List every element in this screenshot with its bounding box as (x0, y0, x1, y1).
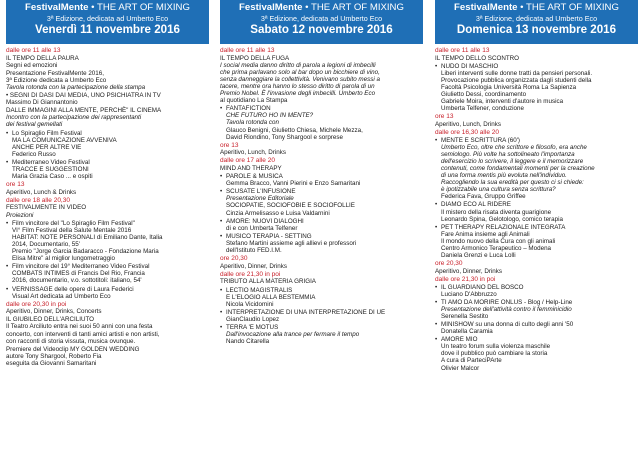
event-line: • AMORE MIO (441, 336, 478, 344)
day-header (6, 0, 209, 44)
event-block (6, 204, 209, 218)
event-line: Aperitivo, Lunch, Drinks (220, 149, 287, 157)
event-italic-line: semiologo. Più volte ha sottolineato l'importanza (441, 150, 575, 158)
event-line: GianClaudio Lopez (226, 315, 280, 323)
event-line: • NUDO DI MASCHIO (441, 62, 499, 70)
festival-brand: FestivalMente (25, 2, 89, 13)
time-slot: dalle ore 11 alle 13 (220, 47, 275, 54)
time-slot: dalle ore 16,30 alle 20 (435, 129, 499, 137)
event-block (6, 55, 209, 69)
event-line: • Film vincitore del 19° Mediterraneo Video Festival (12, 263, 150, 271)
event-line: al quotidiano La Stampa (220, 97, 288, 105)
event-line: • DIAMO ECO AL RIDERE (441, 201, 511, 209)
event-line: IL GIUBILEO DELL'ARCILIUTO (6, 316, 95, 324)
event-line: Centro Armonico Terapeutico – Modena (441, 245, 552, 253)
header-title (222, 2, 421, 14)
festival-brand: FestivalMente (239, 2, 303, 13)
event-line: IL TEMPO DELLA FUGA (220, 54, 290, 62)
event-line: • VERNISSAGE delle opere di Laura Federici (12, 285, 134, 293)
time-slot: dalle ore 11 alle 13 (6, 47, 61, 54)
event-line: con racconti di storia vissuta, musica ovunque. (6, 337, 136, 345)
event-line: • PAROLE & MUSICA (226, 173, 283, 181)
festival-brand: FestivalMente (454, 2, 518, 13)
event-line: • MINISHOW su una donna di culto degli anni '50 (441, 320, 574, 328)
event-italic-line: è ipotizzabile una cultura senza scrittura? (441, 186, 556, 194)
event-italic-line: Presentazione dell'attività contro il femminicidio (441, 305, 572, 313)
event-line: Un teatro forum sulla violenza maschile (441, 343, 551, 351)
time-slot: ore 13 (220, 141, 239, 149)
event-line: Nicola Vicidomini (226, 300, 274, 308)
time-slot: dalle ore 17 alle 20 (220, 157, 275, 165)
event-line: Visual Art dedicata ad Umberto Eco (12, 292, 111, 300)
event-italic-line: dell'esercizio lo scrivere, il leggere e il memorizzare (441, 157, 584, 165)
event-italic-line: tacere, mentre ora hanno lo stesso diritto di parola di un (220, 82, 375, 90)
event-line: Leonardo Spina, Gelotologo, comico terapia (441, 215, 563, 223)
time-slot: dalle ore 18 alle 20,30 (6, 196, 70, 204)
time-slot: dalle ore 21,30 in poi (220, 270, 281, 278)
day-title: Venerdì 11 novembre 2016 (34, 23, 180, 36)
event-block (435, 55, 638, 62)
event-line: eseguita da Giovanni Samaritani (6, 359, 97, 367)
event-line: FESTIVALMENTE IN VIDEO (6, 204, 87, 212)
event-italic-line: Incontro con la partecipazione dei rappresentanti (6, 114, 142, 122)
event-line: • TERRA 'E MOTUS (226, 323, 279, 331)
day-column-friday (6, 0, 209, 453)
event-line: E L'ELOGIO ALLA BESTEMMIA (226, 293, 316, 301)
event-bullet (435, 299, 638, 320)
event-line: Maria Grazia Caso ... e ospiti (12, 173, 93, 181)
event-line: IL TEMPO DELLA PAURA (6, 54, 79, 62)
event-bullet (6, 263, 209, 284)
event-line: dove il pubblico può cambiare la storia (441, 350, 548, 358)
event-bullet (220, 218, 423, 232)
day-column-saturday (220, 0, 423, 453)
event-line: • IL GUARDIANO DEL BOSCO (441, 283, 524, 291)
day-header (435, 0, 638, 44)
event-line: • SEGNI DI DASI DAI MEDIA, UNO PSICHIATRA IN TV (6, 92, 161, 100)
event-line: MA LA COMUNICAZIONE AVVENIVA (12, 136, 117, 144)
event-italic-line: Premio Nobel. È l'invasione degli imbecilli. Umberto Eco (220, 90, 376, 98)
time-slot: ore 13 (6, 181, 25, 189)
time-slot: dalle ore 21,30 in poi (435, 275, 496, 283)
time-slot: ore 13 (435, 113, 454, 121)
event-bullet (435, 336, 638, 371)
event-line: COMBATS INTIMES di Francis Del Rio, Francia (12, 270, 145, 278)
event-bullet (435, 321, 638, 335)
event-block (6, 107, 209, 128)
event-bullet (220, 309, 423, 323)
event-italic-line: Dall'invocazione alla trance per fermare il tempo (226, 331, 360, 339)
schedule-body (435, 44, 638, 372)
schedule-body (6, 44, 209, 367)
event-bullet (220, 188, 423, 216)
event-bullet (6, 130, 209, 158)
event-block (6, 70, 209, 91)
event-line: • SCUSATE L'INFUSIONE (226, 188, 296, 196)
event-line: Presentazione FestivalMente 2016, (6, 69, 104, 77)
event-italic-line: Proiezioni (6, 211, 34, 219)
event-bullet (435, 224, 638, 259)
event-line: Aperitivo, Lunch, Drinks (435, 120, 502, 128)
event-italic-line: Umberto Eco, oltre che scrittore e filosofo, era anche (441, 143, 587, 151)
event-block (220, 55, 423, 105)
event-bullet (220, 173, 423, 187)
schedule-body (220, 44, 423, 345)
event-line: Umberta Telfener, conduzione (441, 105, 524, 113)
event-italic-line: che prima parlavano solo al bar dopo un bicchiere di vino, (220, 68, 380, 76)
event-block (435, 121, 638, 128)
event-line: Il Teatro Arciliuto entra nei suoi 50 anni con una festa (6, 323, 153, 331)
event-bullet (6, 220, 209, 263)
event-bullet (6, 159, 209, 180)
event-line: Luciano D'Abbruzzo (441, 290, 497, 298)
event-line: Gabriele Moira, interventi d'autore in musica (441, 98, 564, 106)
event-line: 3ª Edizione dedicata a Umberto Eco (6, 76, 107, 84)
event-line: • Mediterraneo Video Festival (12, 158, 90, 166)
event-italic-line: senza danneggiare la collettività. Venivano subito messi a (220, 75, 380, 83)
event-bullet (435, 284, 638, 298)
event-line: dell'Istituto FED.I.M. (226, 247, 282, 255)
time-slot: ore 20,30 (220, 255, 248, 263)
event-line: Daniela Grenzi e Luca Lolli (441, 252, 516, 260)
event-block (6, 346, 209, 367)
event-line: • AMORE: NUOVI DIALOGHI (226, 217, 304, 225)
event-line: Elisa Mitre" al miglior lungometraggio (12, 255, 115, 263)
edition-line: 3ª Edizione, dedicata ad Umberto Eco (475, 14, 598, 23)
event-bullet (435, 137, 638, 201)
event-line: Glauco Benigni, Giulietto Chiesa, Michele Mezza, (226, 126, 363, 134)
event-line: Il mistero della risata diventa guarigione (441, 208, 552, 216)
event-line: Aperitivo, Lunch & Drinks (6, 188, 77, 196)
event-line: • PET THERAPY RELAZIONALE INTEGRATA (441, 223, 566, 231)
event-line: Fare Anima insieme agli Animali (441, 230, 530, 238)
event-line: concerto, con interventi di tanti amici artisti e non artisti, (6, 330, 160, 338)
event-italic-line: Raccogliendo la sua eredità per questo ci si chiede: (441, 179, 584, 187)
day-title: Sabato 12 novembre 2016 (250, 23, 393, 36)
event-line: Provocazione pubblica organizzata dagli studenti della (441, 76, 592, 84)
edition-line: 3ª Edizione, dedicata ad Umberto Eco (260, 14, 383, 23)
event-line: David Riondino, Tony Shargool e sorprese (226, 133, 343, 141)
header-title (437, 2, 636, 14)
event-line: di e con Umberta Telfener (226, 224, 298, 232)
event-line: Massimo Di Giannantonio (6, 99, 78, 107)
event-block (220, 149, 423, 156)
event-italic-line: contenuti, come fondamentali momenti per la creazione (441, 165, 595, 172)
day-title: Domenica 13 novembre 2016 (456, 23, 617, 36)
event-line: • MUSICO TERAPIA - SETTING (226, 232, 312, 240)
day-column-sunday (435, 0, 638, 453)
edition-line: 3ª Edizione, dedicata ad Umberto Eco (46, 14, 169, 23)
event-line: Aperitivo, Dinner, Drinks (435, 267, 503, 275)
day-header (220, 0, 423, 44)
event-line: • FANTAFICTION (226, 105, 271, 113)
event-line: Premio "Jorge Garcia Badaracco - Fondazione Maria (12, 248, 159, 256)
festival-subtitle: • THE ART OF MIXING (517, 2, 619, 13)
event-line: 2014, Documentario, 55' (12, 240, 80, 248)
event-line: • TI AMO DA MORIRE ONLUS - Blog / Help-Line (441, 298, 573, 306)
event-line: A cura di ParteciPArte (441, 357, 502, 365)
event-line: Liberi interventi sulle donne tratti da pensieri personali. (441, 69, 593, 77)
event-line: Federico Russo (12, 150, 56, 158)
event-bullet (220, 287, 423, 308)
event-line: Segni ed emozioni (6, 61, 58, 69)
event-line: • INTERPRETAZIONE DI UNA INTERPRETAZIONE DI UE (226, 308, 386, 316)
event-line: Olivier Malcor (441, 364, 480, 372)
time-slot: dalle ore 11 alle 13 (435, 47, 490, 54)
event-italic-line: dei festival gemellati (6, 121, 63, 129)
event-block (6, 92, 209, 106)
event-line: Aperitivo, Dinner, Drinks (220, 262, 288, 270)
event-line: MIND AND THERAPY (220, 165, 282, 172)
event-block (220, 278, 423, 285)
event-line: Premiere del Videoclip MY GOLDEN WEDDING (6, 345, 140, 353)
event-line: DALLE IMMAGINI ALLA MENTE, PERCHÈ" IL CINEMA (6, 107, 162, 115)
event-line: IL TEMPO DELLO SCONTRO (435, 54, 520, 62)
event-block (220, 263, 423, 270)
event-line: Aperitivo, Dinner, Drinks, Concerts (6, 308, 102, 316)
event-line: SOCIOPATIE, SOCIOFOBIE E SOCIOFOLLIE (226, 202, 355, 210)
event-line: Il mondo nuovo della Cura con gli animali (441, 237, 556, 245)
event-italic-line: Presentazione Editoriale (226, 195, 294, 203)
event-bullet (220, 233, 423, 254)
event-italic-line: Tavola rotonda con la partecipazione della stampa (6, 83, 146, 91)
event-line: Gemma Bracco, Vanni Pierini e Enzo Samaritani (226, 180, 361, 188)
event-line: • Film vincitore del "Lo Spiraglio Film Festival" (12, 219, 135, 227)
event-line: Facoltà Psicologia Università Roma La Sapienza (441, 83, 577, 91)
event-line: Stefano Martini assieme agli allievi e professori (226, 239, 357, 247)
event-line: • MENTE E SCRITTURA (60') (441, 136, 520, 144)
header-title (8, 2, 207, 14)
event-bullet (435, 63, 638, 113)
event-line: Nando Citarella (226, 338, 270, 346)
time-slot: dalle ore 20,30 in poi (6, 300, 67, 308)
event-line: autore Tony Shargool, Roberto Fia (6, 352, 102, 360)
event-line: 2016, documentario, v.o. sottotitoli: italiano, 54' (12, 277, 142, 285)
event-line: ANCHE PER ALTRE VIE (12, 143, 82, 151)
event-block (435, 268, 638, 275)
event-line: • LECTIO MAGISTRALIS (226, 286, 293, 294)
event-line: VI° Film Festival della Salute Mentale 2016 (12, 226, 132, 234)
event-line: Federica Fava, Gruppo Griffee (441, 193, 526, 201)
event-block (220, 165, 423, 172)
event-line: Serenella Sestito (441, 312, 489, 320)
event-line: HABITAT: NOTE PERSONALI di Emiliano Dante, Italia (12, 233, 163, 241)
event-italic-line: CHE FUTURO HO IN MENTE? (226, 112, 314, 120)
event-bullet (220, 105, 423, 140)
festival-subtitle: • THE ART OF MIXING (302, 2, 404, 13)
event-block (6, 316, 209, 344)
event-italic-line: I social media danno diritto di parola a legioni di imbecilli (220, 61, 376, 69)
event-line: Donatella Caramia (441, 328, 493, 336)
event-line: Cinzia Armelisasso e Luisa Valdarnini (226, 209, 330, 217)
event-block (6, 308, 209, 315)
event-italic-line: di una forma mentis più evoluta nell'individuo. (441, 172, 567, 180)
festival-subtitle: • THE ART OF MIXING (88, 2, 190, 13)
event-block (6, 189, 209, 196)
event-line: Giulietto Dessi, coordinamento (441, 91, 527, 99)
time-slot: ore 20,30 (435, 260, 463, 268)
event-line: • Lo Spiraglio Film Festival (12, 129, 82, 137)
event-line: TRIBUTO ALLA MATERIA GRIGIA (220, 278, 316, 286)
event-bullet (220, 324, 423, 345)
event-line: TRACCE E SUGGESTIONI (12, 166, 89, 173)
event-bullet (435, 201, 638, 222)
event-italic-line: Tavola rotonda con (226, 119, 279, 127)
event-bullet (6, 286, 209, 300)
